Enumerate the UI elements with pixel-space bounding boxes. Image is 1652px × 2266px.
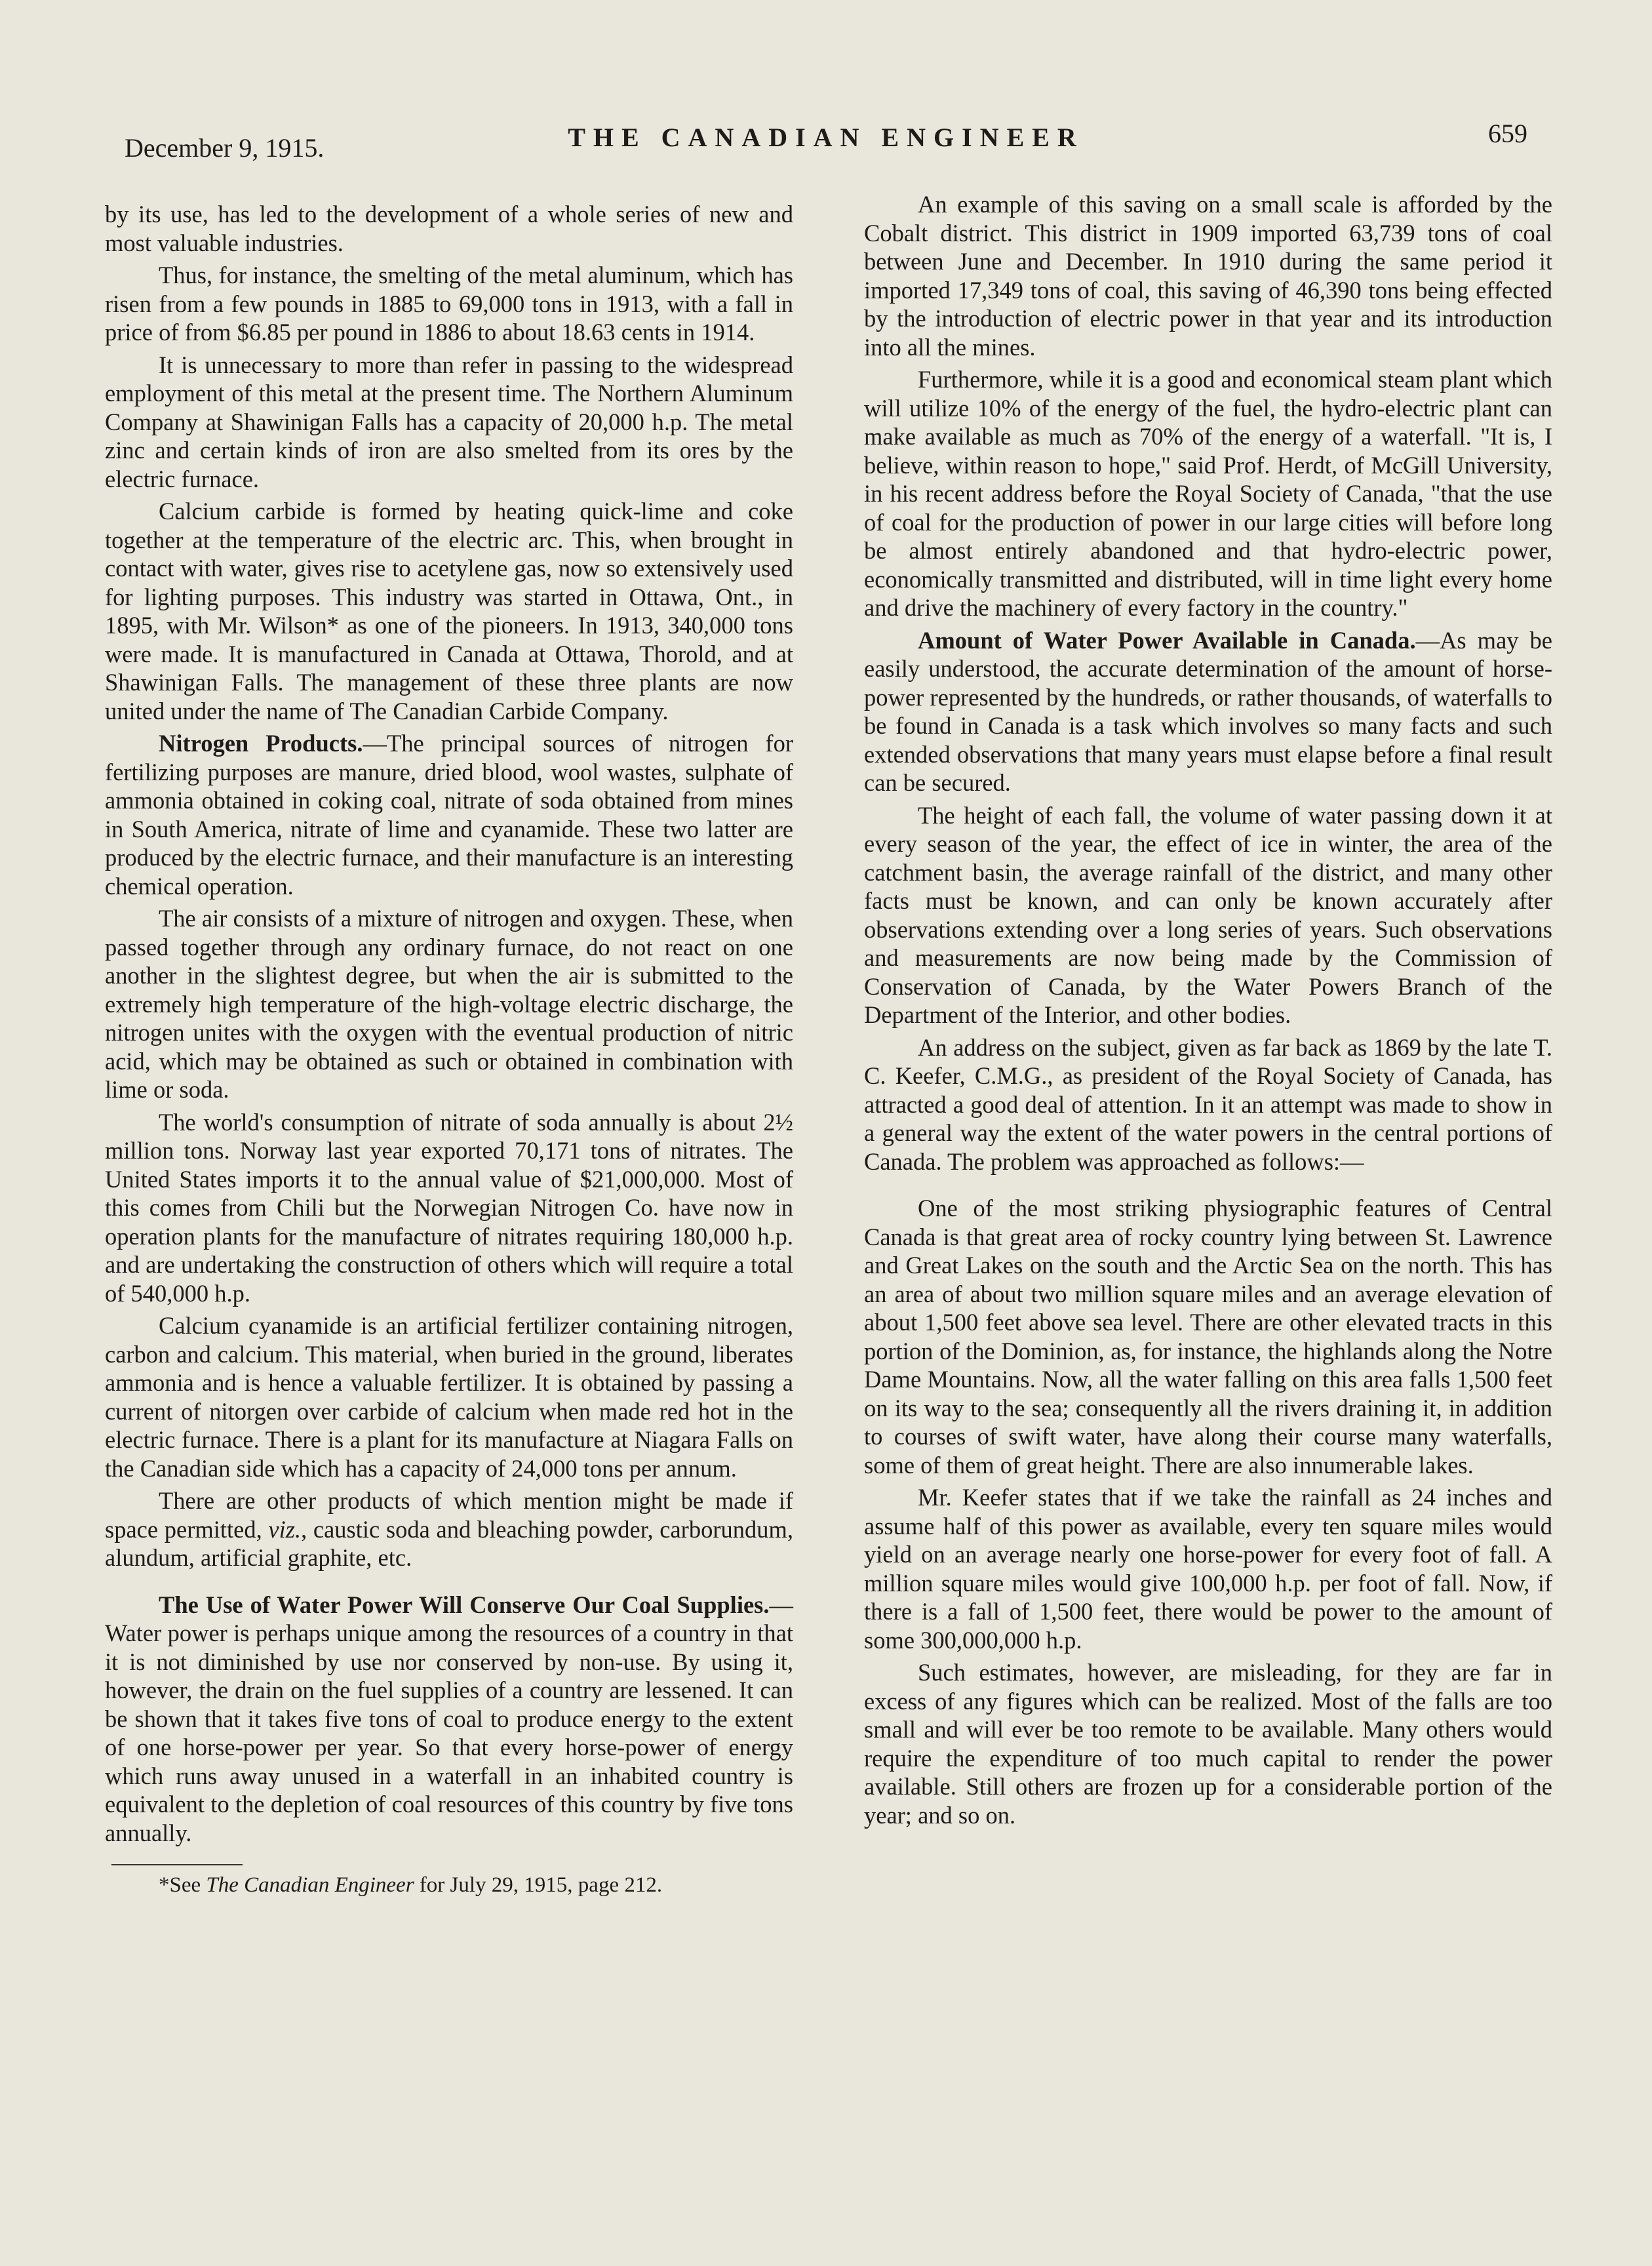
footnote (105, 1872, 793, 1898)
section-heading-water-power-coal: The Use of Water Power Will Conserve Our Coal Supplies. (159, 1591, 770, 1618)
paragraph: Calcium carbide is formed by heating quick-lime and coke together at the temperature of the electric arc. This, when brought in contact with water, gives rise to acetylene gas, now so extensively used for lighting purposes. This industry was started in Ottawa, Ont., in 1895, with Mr. Wilson* as one of the pioneers. In 1913, 340,000 tons were made. It is manufactured in Canada at Ottawa, Thorold, and at Shawinigan Falls. The management of these three plants are now united under the name of The Canadian Carbide Company. (105, 498, 793, 725)
left-column (105, 200, 793, 1902)
footnote-text: *See (159, 1873, 206, 1897)
running-head (125, 118, 1527, 177)
paragraph: Calcium cyanamide is an artificial fertilizer containing nitrogen, carbon and calcium. This material, when buried in the ground, liberates ammonia and is hence a valuable fertilizer. It is obtained by passing a current of nitorgen over carbide of calcium when made red hot in the electric furnace. There is a plant for its manufacture at Niagara Falls on the Canadian side which has a capacity of 24,000 tons per annum. (105, 1312, 793, 1482)
paragraph: An example of this saving on a small scale is afforded by the Cobalt district. This district in 1909 imported 63,739 tons of coal between June and December. In 1910 during the same period it imported 17,349 tons of coal, this saving of 46,390 tons being effected by the introduction of electric power in that year and its introduction into all the mines. (864, 191, 1552, 361)
page-number: 659 (1488, 119, 1527, 148)
paragraph: The world's consumption of nitrate of soda annually is about 2½ million tons. Norway last year exported 70,171 tons of nitrates. The United States imports it to the annual value of $21,000,000. Most of this comes from Chili but the Norwegian Nitrogen Co. have now in operation plants for the manufacture of nitrates requiring 180,000 h.p. and are undertaking the construction of others which will require a total of 540,000 h.p. (105, 1108, 793, 1307)
paragraph: Such estimates, however, are misleading, for they are far in excess of any figures which can be realized. Most of the falls are too small and will ever be too remote to be available. Many others would require the expenditure of too much capital to render the power available. Still others are frozen up for a considerable portion of the year; and so on. (864, 1659, 1552, 1829)
paragraph: It is unnecessary to more than refer in passing to the widespread employment of this metal at the present time. The Northern Aluminum Company at Shawinigan Falls has a capacity of 20,000 h.p. The metal zinc and certain kinds of iron are also smelted from its ores by the electric furnace. (105, 351, 793, 492)
paragraph (105, 1486, 793, 1572)
paragraph: An address on the subject, given as far back as 1869 by the late T. C. Keefer, C.M.G., as president of the Royal Society of Canada, has attracted a good deal of attention. In it an attempt was made to show in a general way the extent of the water powers in the central portions of Canada. The problem was approached as follows:— (864, 1033, 1552, 1175)
paragraph-text: —The principal sources of nitrogen for fertilizing purposes are manure, dried blood, wool wastes, sulphate of ammonia obtained in coking coal, nitrate of soda obtained from mines in South America, nitrate of lime and cyanamide. These two latter are produced by the electric furnace, and their manufacture is an interesting chemical operation. (105, 730, 793, 900)
paragraph (105, 729, 793, 900)
footnote-text: for July 29, 1915, page 212. (414, 1873, 663, 1897)
journal-title: THE CANADIAN ENGINEER (568, 123, 1084, 152)
paragraph: The air consists of a mixture of nitrogen and oxygen. These, when passed together through any ordinary furnace, do not react on one another in the slightest degree, but when the air is submitted to the extremely high temperature of the high-voltage electric discharge, the nitrogen unites with the oxygen with the eventual production of nitric acid, which may be obtained as such or obtained in combination with lime or soda. (105, 905, 793, 1103)
paragraph-text: —Water power is perhaps unique among the resources of a country in that it is not diminished by use nor conserved by non-use. By using it, however, the drain on the fuel supplies of a country are lessened. It can be shown that it takes five tons of coal to produce energy to the extent of one horse-power per year. So that every horse-power of energy which runs away unused in a waterfall in an inhabited country is equivalent to the depletion of coal resources of this country by five tons annually. (105, 1591, 793, 1846)
quote-gap (864, 1180, 1552, 1194)
footnote-divider (111, 1864, 243, 1865)
section-heading-nitrogen-products: Nitrogen Products. (159, 730, 363, 757)
paragraph (105, 1591, 793, 1848)
paragraph-text: There are other products of which mention might be made if space permitted, (105, 1487, 793, 1543)
paragraph: by its use, has led to the development of a whole series of new and most valuable industries. (105, 201, 793, 256)
paragraph: One of the most striking physiographic features of Central Canada is that great area of rocky country lying between St. Lawrence and Great Lakes on the south and the Arctic Sea on the north. This has an area of about two million square miles and an average elevation of about 1,500 feet above sea level. There are other elevated tracts in this portion of the Dominion, as, for instance, the highlands along the Notre Dame Mountains. Now, all the water falling on this area falls 1,500 feet on its way to the sea; consequently all the rivers draining it, in addition to courses of swift water, have along their course many waterfalls, some of them of great height. There are also innumerable lakes. (864, 1195, 1552, 1479)
paragraph: The height of each fall, the volume of water passing down it at every season of the year, the effect of ice in winter, the area of the catchment basin, the average rainfall of the district, and many other facts must be known, and can only be known accurately after observations extending over a long series of years. Such observations and measurements are now being made by the Commission of Conservation of Canada, by the Water Powers Branch of the Department of the Interior, and other bodies. (864, 801, 1552, 1028)
paragraph (864, 626, 1552, 797)
italic-term: viz. (268, 1515, 302, 1543)
section-heading-water-power-available: Amount of Water Power Available in Canada. (918, 626, 1416, 654)
issue-date: December 9, 1915. (125, 133, 324, 163)
paragraph: Thus, for instance, the smelting of the metal aluminum, which has risen from a few pounds in 1885 to 69,000 tons in 1913, with a fall in price of from $6.85 per pound in 1886 to about 18.63 cents in 1914. (105, 262, 793, 346)
paragraph: Furthermore, while it is a good and economical steam plant which will utilize 10% of the energy of the fuel, the hydro-electric plant can make available as much as 70% of the energy of a waterfall. "It is, I believe, within reason to hope," said Prof. Herdt, of McGill University, in his recent address before the Royal Society of Canada, "that the use of coal for the production of power in our large cities will before long be almost entirely abandoned and that hydro-electric power, economically transmitted and distributed, will in time light every home and drive the machinery of every factory in the country." (864, 366, 1552, 621)
right-column (864, 190, 1552, 1833)
section-gap (105, 1576, 793, 1591)
paragraph-text: , caustic soda and bleaching powder, carborundum, alundum, artificial graphite, etc. (105, 1515, 793, 1571)
paragraph-text: —As may be easily understood, the accurate determination of the amount of horse-power represented by the hundreds, or rather thousands, of waterfalls to be found in Canada is a task which involves so many facts and such extended observations that many years must elapse before a final result can be secured. (864, 626, 1552, 796)
footnote-journal-title: The Canadian Engineer (206, 1873, 414, 1897)
paragraph: Mr. Keefer states that if we take the rainfall as 24 inches and assume half of this power as available, every ten square miles would yield on an average nearly one horse-power for every foot of fall. A million square miles would give 100,000 h.p. per foot of fall. Now, if there is a fall of 1,500 feet, there would be power to the amount of some 300,000,000 h.p. (864, 1484, 1552, 1654)
